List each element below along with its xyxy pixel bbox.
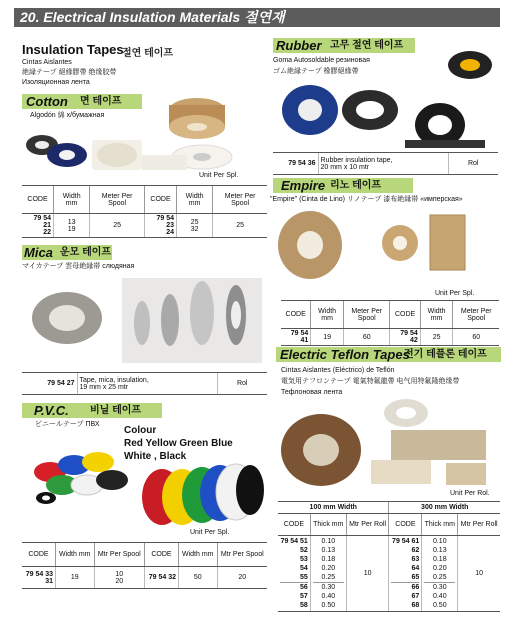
cotton-title: Cotton [26, 94, 68, 109]
pvc-title-ko: 비닐 테이프 [90, 405, 142, 416]
code-cell: 63 [411, 556, 420, 563]
code-cell: 79 54 51 [280, 538, 308, 545]
pvc-colour-label: Colour [124, 425, 157, 436]
meter-cell: 10 [115, 570, 124, 578]
col-header: Width mm [311, 301, 344, 329]
insulation-line: Cintas Aislantes [22, 59, 72, 66]
col-header: Mtr Per Spool [94, 543, 144, 567]
col-header: CODE [144, 186, 176, 214]
rubber-line: Goma Autosoldable резиновая [273, 57, 370, 64]
pvc-title: P.V.C. [34, 403, 69, 418]
rubber-title-ko: 고무 절연 테이프 [330, 40, 404, 51]
col-header: Meter Per Spool [453, 301, 499, 329]
meter-cell: 60 [453, 329, 499, 346]
code-cell: 31 [45, 577, 53, 585]
code-cell: 66 [391, 582, 419, 592]
cotton-subtitle: Algodón 綿 х/бумажная [30, 112, 105, 119]
col-header: Meter Per Spool [343, 301, 389, 329]
teflon-line: Тефлоновая лента [281, 389, 343, 396]
width-cell: 25 [420, 329, 453, 346]
empire-title: Empire [281, 178, 326, 193]
teflon-tape-photo [276, 395, 501, 490]
code-cell: 68 [411, 602, 420, 609]
desc-cell: Rubber insulation tape, [320, 156, 393, 164]
col-header: Meter Per Spool [213, 186, 267, 214]
rubber-table [273, 152, 498, 175]
table-row [22, 373, 267, 395]
code-cell: 79 54 61 [392, 538, 420, 545]
col-header: Mtr Per Roll [458, 514, 500, 536]
meter-cell: 60 [343, 329, 389, 346]
thick-cell: 0.50 [432, 602, 447, 609]
thick-cell: 0.13 [321, 547, 336, 554]
unit-cell: Rol [217, 373, 267, 395]
code-cell: 79 54 27 [22, 373, 77, 395]
empire-table [281, 300, 499, 346]
table-row [22, 214, 267, 238]
code-cell: 65 [411, 574, 420, 581]
mtr-cell: 10 [458, 536, 500, 612]
col-header: Thick mm [422, 514, 458, 536]
insulation-title: Insulation Tapes [22, 42, 124, 57]
empire-unit: Unit Per Spl. [435, 290, 475, 297]
teflon-line: 電気用テフロンテープ 電氣特氟龍帶 电气用特氟隆绝缘带 [281, 378, 460, 385]
col-header: Mtr Per Spool [217, 543, 267, 567]
width-cell: 13 [67, 218, 76, 226]
code-cell: 79 54 21 [33, 215, 52, 229]
thick-cell: 0.20 [321, 565, 336, 572]
col-header: CODE [144, 543, 178, 567]
col-header: CODE [22, 543, 56, 567]
mtr-cell: 10 [346, 536, 389, 612]
col-header: CODE [278, 514, 310, 536]
col-header: Width mm [56, 543, 95, 567]
code-cell: 53 [300, 556, 308, 563]
col-header: CODE [390, 301, 420, 329]
teflon-unit: Unit Per Rol. [450, 490, 490, 497]
col-header: Width mm [420, 301, 453, 329]
cotton-unit: Unit Per Spl. [199, 172, 239, 179]
meter-cell: 20 [217, 567, 267, 589]
mica-title-ko: 운모 테이프 [60, 247, 112, 258]
col-header: CODE [389, 514, 422, 536]
thick-cell: 0.25 [432, 574, 447, 581]
width-cell: 32 [190, 225, 199, 233]
pvc-colours: Red Yellow Green Blue [124, 438, 233, 449]
col-header: Mtr Per Roll [346, 514, 389, 536]
cotton-title-ko: 면 테이프 [80, 96, 122, 107]
group-header: 100 mm Width [278, 502, 389, 514]
unit-cell: Rol [448, 153, 498, 175]
teflon-title-ko: 전기 테플론 테이프 [404, 349, 487, 360]
thick-cell: 0.40 [432, 593, 447, 600]
pvc-tape-photo [22, 430, 267, 525]
thick-cell: 0.10 [432, 538, 447, 545]
thick-cell: 0.40 [321, 593, 336, 600]
thick-cell: 0.18 [432, 556, 447, 563]
desc-cell: 19 mm x 25 mtr [79, 383, 129, 391]
code-cell: 24 [166, 229, 175, 236]
code-cell: 79 54 41 [281, 329, 311, 346]
table-row [278, 536, 500, 612]
col-header: CODE [281, 301, 311, 329]
empire-tape-photo [270, 205, 500, 290]
code-cell: 79 54 42 [390, 329, 420, 346]
code-cell: 67 [411, 593, 420, 600]
pvc-subtitle: ビニールテープ ПВХ [35, 421, 100, 428]
page-header: 20. Electrical Insulation Materials 절연재 [14, 8, 500, 27]
pvc-colours: White , Black [124, 451, 187, 462]
col-header: Width mm [177, 186, 213, 214]
mica-subtitle: マイカテープ 雲母絶縁帯 слюдяная [22, 263, 135, 270]
pvc-table [22, 542, 267, 589]
code-cell: 58 [300, 602, 308, 609]
code-cell: 56 [280, 582, 308, 592]
mica-table [22, 372, 267, 395]
thick-cell: 0.10 [321, 538, 336, 545]
thick-cell: 0.30 [313, 582, 344, 592]
empire-subtitle: "Empire" (Cinta de Lino) リノテープ 漆布絶縁帯 «имперская» [270, 196, 463, 203]
mica-title: Mica [24, 245, 53, 260]
col-header: CODE [22, 186, 54, 214]
insulation-title-ko: 절연 테이프 [122, 48, 174, 59]
meter-cell: 20 [115, 577, 124, 585]
mica-tape-photo [22, 273, 267, 368]
cotton-tape-photo [22, 95, 262, 180]
pvc-unit: Unit Per Spl. [190, 529, 230, 536]
thick-cell: 0.25 [321, 574, 336, 581]
width-cell: 19 [56, 567, 95, 589]
code-cell: 54 [300, 565, 308, 572]
insulation-line: 絶縁テープ 絕緣膠帶 绝缘胶带 [22, 69, 117, 76]
group-header: 300 mm Width [389, 502, 500, 514]
width-cell: 19 [311, 329, 344, 346]
meter-cell: 25 [213, 214, 267, 238]
table-row [281, 329, 499, 346]
table-row [22, 567, 267, 589]
code-cell: 79 54 36 [273, 153, 318, 175]
desc-cell: 20 mm x 10 mtr [320, 163, 370, 171]
thick-cell: 0.13 [432, 547, 447, 554]
table-row [273, 153, 498, 175]
code-cell: 22 [43, 229, 52, 236]
rubber-title: Rubber [276, 38, 322, 53]
thick-cell: 0.18 [321, 556, 336, 563]
rubber-line: ゴム絶縁テープ 橡膠絕緣帶 [273, 68, 359, 75]
col-header: Thick mm [310, 514, 346, 536]
width-cell: 19 [67, 225, 76, 233]
code-cell: 52 [300, 547, 308, 554]
code-cell: 57 [300, 593, 308, 600]
width-cell: 50 [179, 567, 218, 589]
code-cell: 79 54 32 [144, 567, 178, 589]
width-cell: 25 [190, 218, 199, 226]
code-cell: 79 54 33 [25, 570, 53, 578]
thick-cell: 0.30 [424, 582, 455, 592]
rubber-tape-photo [270, 40, 500, 155]
thick-cell: 0.50 [321, 602, 336, 609]
col-header: Width mm [54, 186, 90, 214]
cotton-table [22, 185, 267, 238]
meter-cell: 25 [90, 214, 145, 238]
empire-title-ko: 리노 테이프 [330, 180, 382, 191]
teflon-title: Electric Teflon Tapes [280, 347, 410, 362]
col-header: Width mm [179, 543, 218, 567]
code-cell: 55 [300, 574, 308, 581]
col-header: Meter Per Spool [90, 186, 145, 214]
teflon-line: Cintas Aislantes (Eléctrico) de Teflón [281, 367, 395, 374]
teflon-table [278, 501, 500, 612]
desc-cell: Tape, mica, insulation, [79, 376, 149, 384]
code-cell: 62 [411, 547, 420, 554]
code-cell: 79 54 23 [156, 215, 175, 229]
thick-cell: 0.20 [432, 565, 447, 572]
insulation-line: Изоляционная лента [22, 79, 90, 86]
code-cell: 64 [411, 565, 420, 572]
